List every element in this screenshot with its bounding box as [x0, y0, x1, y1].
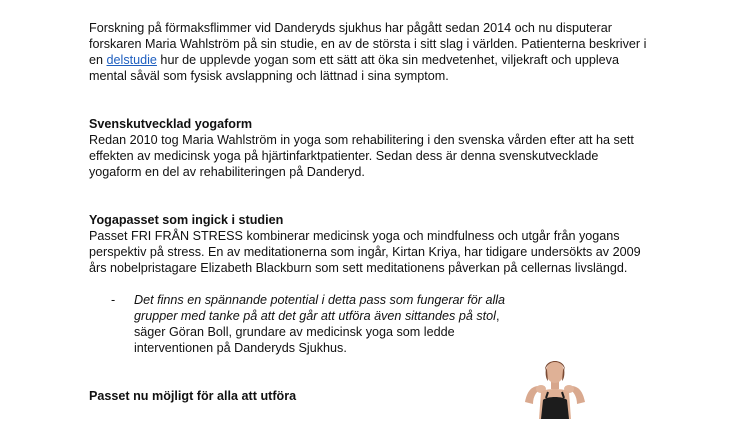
- intro-text-start: Forskning på förmaksflimmer vid Danderyds sjukhus har pågått sedan 2014 och nu disputerar forskaren Maria Wahlström på sin studie, en av de största i sitt slag i världen. Patienterna beskriver i en: [89, 21, 647, 67]
- quote-italic: Det finns en spännande potential i detta pass som fungerar för alla grupper med tanke på att det går att utföra även sittandes på stol: [134, 293, 506, 323]
- yoga-woman-icon: [515, 352, 595, 419]
- quote-text: [134, 292, 509, 356]
- section-yogapasset: [89, 212, 649, 276]
- intro-text-end: hur de upplevde yogan som ett sätt att öka sin medvetenhet, viljekraft och uppleva mental såväl som fysisk avslappning och lättnad i sina symptom.: [89, 53, 619, 83]
- section-svenskutvecklad: [89, 116, 649, 180]
- yoga-woman-photo: [515, 352, 595, 419]
- section-heading-passet-nu: Passet nu möjligt för alla att utföra: [89, 389, 297, 403]
- quote-attribution: , säger Göran Boll, grundare av medicinsk yoga som ledde interventionen på Danderyds Sjukhus.: [134, 309, 500, 355]
- intro-paragraph: [89, 20, 649, 84]
- section-body-yogapasset: Passet FRI FRÅN STRESS kombinerar medicinsk yoga och mindfulness och utgår från yogans perspektiv på stress. En av meditationerna som ingår, Kirtan Kriya, har tidigare undersökts av 2009 års nobelpristagare Elizabeth Blackburn som sett meditationens påverkan på cellernas livslängd.: [89, 229, 641, 275]
- delstudie-link[interactable]: delstudie: [106, 53, 157, 67]
- section-heading-svenskutvecklad: Svenskutvecklad yogaform: [89, 117, 253, 131]
- section-heading-yogapasset: Yogapasset som ingick i studien: [89, 213, 284, 227]
- article-body: [89, 20, 649, 404]
- section-body-svenskutvecklad: Redan 2010 tog Maria Wahlström in yoga som rehabilitering i den svenska vården efter att ha sett effekten av medicinsk yoga på hjärtinfarktpatienter. Sedan dess är denna svenskutvecklade yogaform en del av rehabiliteringen på Danderyd.: [89, 133, 634, 179]
- quote-dash: -: [111, 293, 116, 307]
- quote-block: [89, 292, 509, 356]
